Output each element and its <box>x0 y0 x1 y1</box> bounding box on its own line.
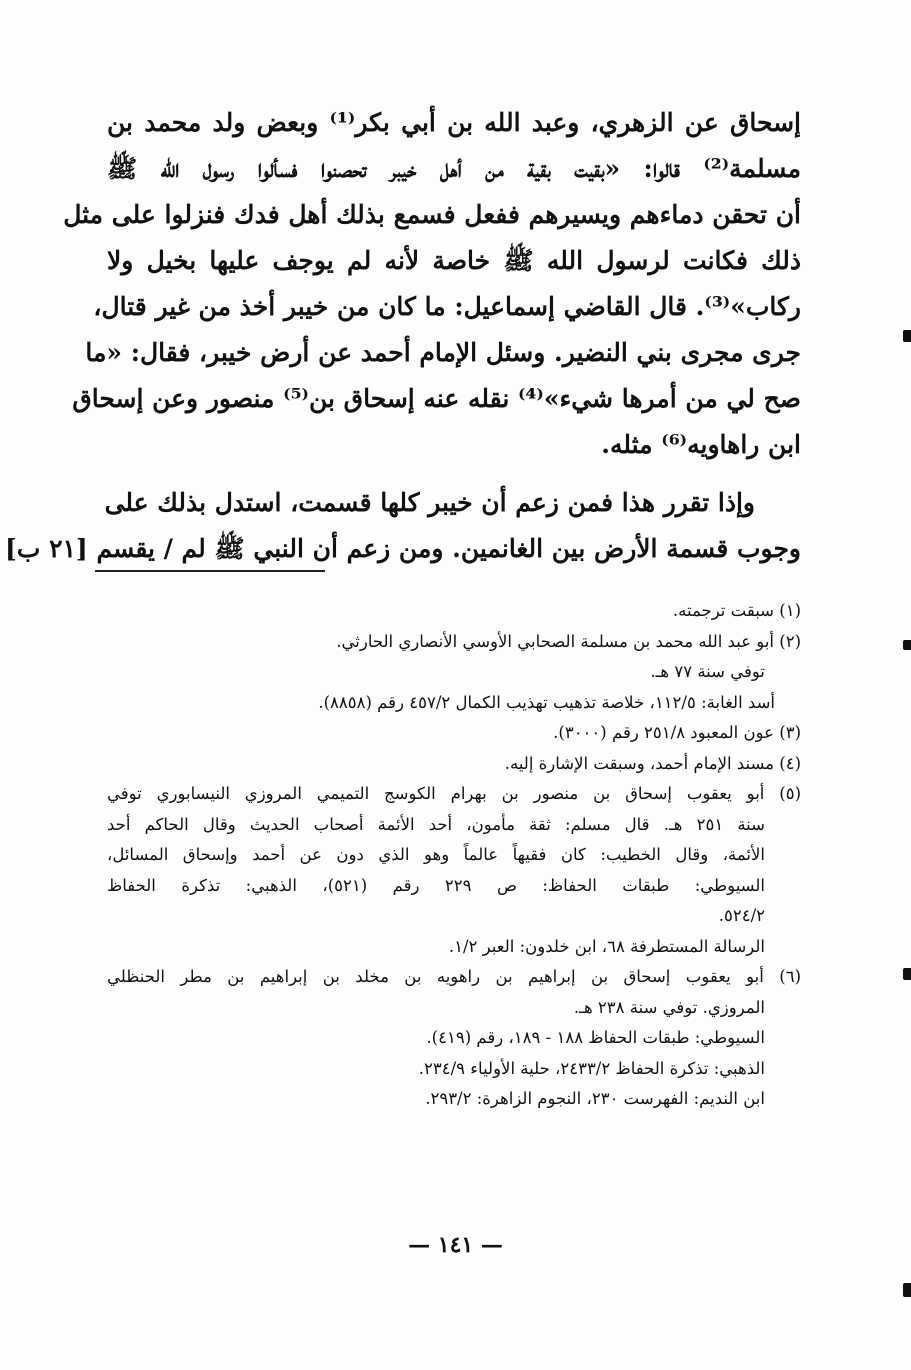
footnote-line: (٦) أبو يعقوب إسحاق بن إبراهيم بن راهويه بن مخلد بن إبراهيم بن مطر الحنظلي <box>107 967 801 986</box>
footnote-separator <box>95 570 325 572</box>
page-number: — ١٤١ — <box>408 1232 503 1258</box>
body-line: ذلك فكانت لرسول الله ﷺ خاصة لأنه لم يوجف عليها بخيل ولا <box>107 246 801 275</box>
body-line: ركاب»⁽³⁾. قال القاضي إسماعيل: ما كان من خيبر أخذ من غير قتال، <box>93 292 801 321</box>
footnote-line: (٣) عون المعبود ٢٥١/٨ رقم (٣٠٠٠). <box>553 723 801 742</box>
body-line: جرى مجرى بني النضير. وسئل الإمام أحمد عن أرض خيبر، فقال: «ما <box>85 338 801 367</box>
footnote-line: الأئمة، وقال الخطيب: كان فقيهاً عالماً وهو الذي دون عن أحمد وإسحاق المسائل، <box>107 845 765 864</box>
footnote-line: توفي سنة ٧٧ هـ. <box>650 662 765 681</box>
scan-edge-mark <box>903 640 911 650</box>
footnote-line: (٤) مسند الإمام أحمد، وسبقت الإشارة إليه. <box>504 753 801 773</box>
body-line: وجوب قسمة الأرض بين الغانمين. ومن زعم أن النبي ﷺ لم / يقسم [٢١ ب] <box>4 534 801 563</box>
footnote-line: (٥) أبو يعقوب إسحاق بن منصور بن بهرام الكوسج التميمي المروزي النيسابوري توفي <box>107 784 801 803</box>
footnote-line: الرسالة المستطرفة ٦٨، ابن خلدون: العبر ١/٢. <box>448 936 765 956</box>
body-line: أن تحقن دماءهم ويسيرهم ففعل فسمع بذلك أهل فدك فنزلوا على مثل <box>63 200 801 229</box>
footnote-line: السيوطي: طبقات الحفاظ ١٨٨ - ١٨٩، رقم (٤١٩). <box>426 1028 765 1047</box>
body-line: وإذا تقرر هذا فمن زعم أن خيبر كلها قسمت، استدل بذلك على <box>104 488 755 517</box>
footnote-line: (١) سبقت ترجمته. <box>672 601 801 620</box>
body-line: إسحاق عن الزهري، وعبد الله بن أبي بكر⁽¹⁾ وبعض ولد محمد بن <box>107 108 801 137</box>
footnote-line: ٥٢٤/٢. <box>718 906 765 925</box>
body-line: ابن راهاويه⁽⁶⁾ مثله. <box>601 430 801 459</box>
scan-edge-mark <box>903 1283 911 1297</box>
footnote-line: أسد الغابة: ١١٢/٥، خلاصة تذهيب تهذيب الكمال ٤٥٧/٢ رقم (٨٨٥٨). <box>318 692 775 712</box>
main-text <box>4 100 801 572</box>
body-line: مسلمة⁽²⁾ قالوا: «بقيت بقية من أهل خيبر تحصنوا فسألوا رسول الله ﷺ <box>107 154 801 183</box>
footnote-line: ابن النديم: الفهرست ٢٣٠، النجوم الزاهرة: ٢٩٣/٢. <box>425 1089 765 1108</box>
body-line: صح لي من أمرها شيء»⁽⁴⁾ نقله عنه إسحاق بن⁽⁵⁾ منصور وعن إسحاق <box>72 384 801 413</box>
footnote-line: (٢) أبو عبد الله محمد بن مسلمة الصحابي الأوسي الأنصاري الحارثي. <box>336 631 801 651</box>
footnote-line: السيوطي: طبقات الحفاظ: ص ٢٢٩ رقم (٥٢١)، الذهبي: تذكرة الحفاظ <box>107 875 766 895</box>
scan-edge-mark <box>903 968 911 980</box>
paragraph-gap <box>107 468 801 480</box>
footnote-line: سنة ٢٥١ هـ. قال مسلم: ثقة مأمون، أحد الأئمة أصحاب الحديث وقال الحاكم أحد <box>107 814 765 834</box>
scan-edge-mark <box>903 330 911 342</box>
footnote-line: المروزي. توفي سنة ٢٣٨ هـ. <box>573 997 765 1017</box>
footnotes <box>107 596 801 1115</box>
footnote-line: الذهبي: تذكرة الحفاظ ٢٤٣٣/٢، حلية الأولياء ٢٣٤/٩. <box>418 1058 765 1078</box>
